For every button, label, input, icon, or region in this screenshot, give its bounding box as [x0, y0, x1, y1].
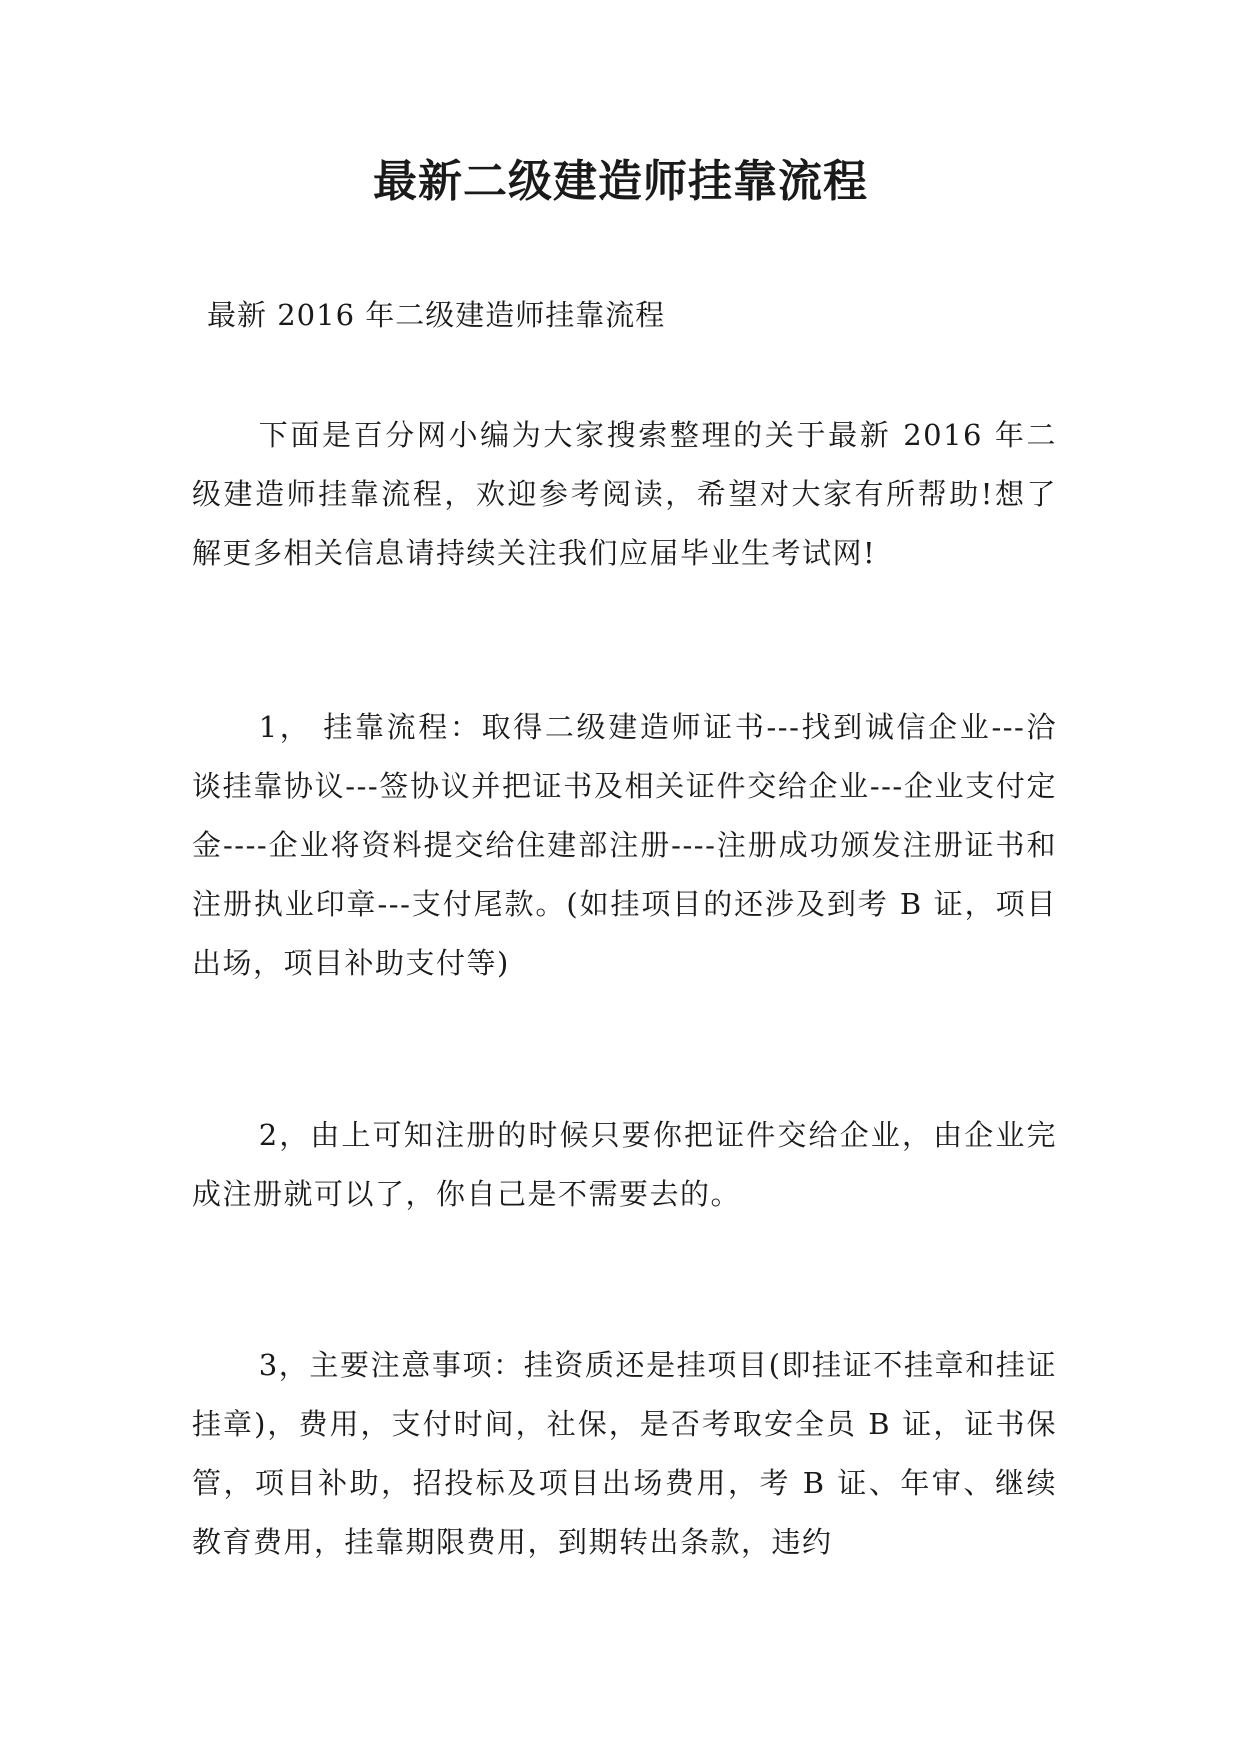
step-2-paragraph: 2，由上可知注册的时候只要你把证件交给企业，由企业完成注册就可以了，你自己是不需要去的。 — [192, 1118, 1057, 1211]
document-title: 最新二级建造师挂靠流程 — [373, 156, 868, 207]
intro-paragraph: 下面是百分网小编为大家搜索整理的关于最新 2016 年二级建造师挂靠流程，欢迎参考阅读，希望对大家有所帮助!想了解更多相关信息请持续关注我们应届毕业生考试网! — [192, 418, 1057, 570]
step-1-paragraph: 1， 挂靠流程：取得二级建造师证书---找到诚信企业---洽谈挂靠协议---签协议并把证书及相关证件交给企业---企业支付定金----企业将资料提交给住建部注册----注册成功颁发注册证书和注册执业印章---支付尾款。(如挂项目的还涉及到考 B 证，项目出场，项目补助支付等) — [192, 710, 1057, 980]
step-3-paragraph: 3，主要注意事项：挂资质还是挂项目(即挂证不挂章和挂证挂章)，费用，支付时间，社保，是否考取安全员 B 证，证书保管，项目补助，招投标及项目出场费用，考 B 证、年审、继续教育费用，挂靠期限费用，到期转出条款，违约 — [192, 1348, 1057, 1559]
document-subtitle: 最新 2016 年二级建造师挂靠流程 — [207, 298, 666, 332]
